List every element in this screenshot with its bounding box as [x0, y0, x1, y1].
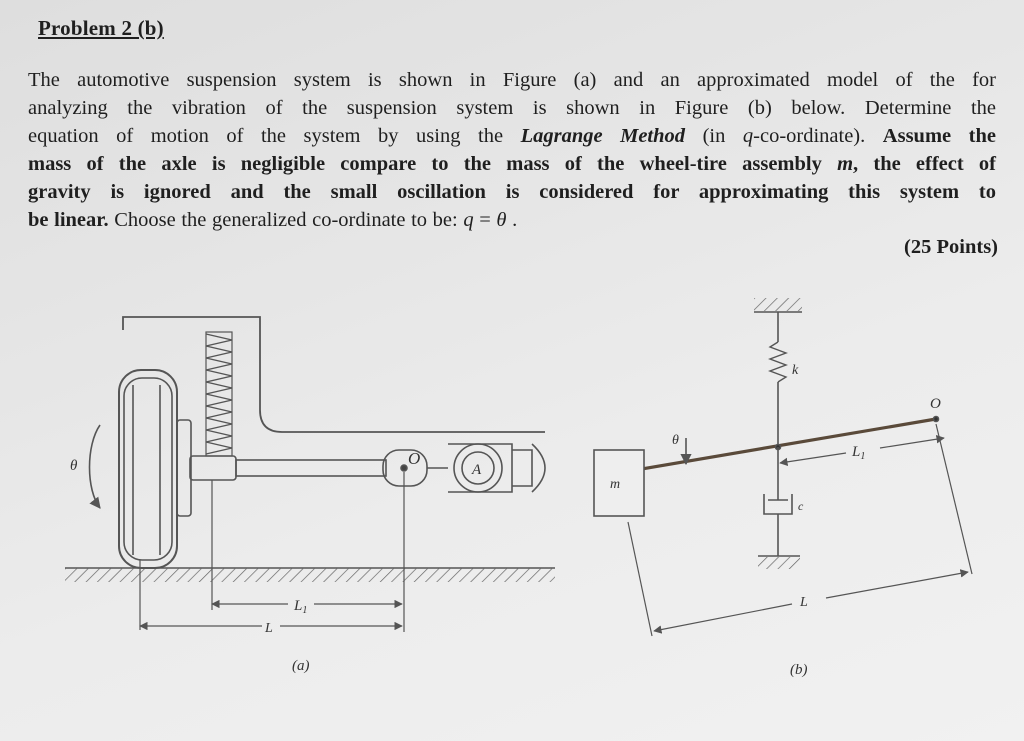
- pivot-o: [934, 417, 939, 422]
- axle: [190, 444, 545, 492]
- pivot-o-label-a: O: [408, 449, 421, 468]
- l-label-a: L: [265, 621, 273, 636]
- text-run: The automotive suspension system is shown in Figure (a) and an approximated model of the for: [28, 69, 996, 91]
- theta-label-b: θ: [672, 433, 679, 448]
- pivot-o-label-b: O: [930, 396, 941, 412]
- equals-sign: =: [473, 209, 497, 231]
- q-symbol: q: [463, 209, 474, 231]
- tire: [119, 370, 191, 568]
- l1-subscript: 1: [860, 451, 866, 462]
- l1-label-a: [293, 598, 307, 616]
- text-run-bold: gravity is ignored and the small oscillation is considered for approximating this system to: [28, 181, 996, 203]
- point-a-label: A: [472, 462, 482, 478]
- damper-c: [758, 447, 800, 569]
- top-support: [754, 298, 802, 312]
- text-run: -co-ordinate).: [753, 125, 883, 147]
- text-run-bold: , the effect of: [853, 153, 996, 175]
- text-run-bold: mass of the axle is negligible compare to the mass of the wheel-tire assembly: [28, 153, 838, 175]
- suspension-spring: [206, 332, 232, 456]
- figure-b-caption: (b): [790, 662, 808, 678]
- car-body-frame: [123, 317, 545, 432]
- text-run: Choose the generalized co-ordinate to be:: [108, 209, 464, 231]
- mass-label: m: [610, 477, 621, 492]
- text-run-bold: be linear.: [28, 209, 109, 231]
- theta-symbol: θ: [496, 209, 507, 231]
- theta-label-a: θ: [70, 458, 78, 474]
- l1-letter: L: [294, 598, 303, 614]
- points-label: (25 Points): [904, 236, 998, 258]
- text-run: (in: [685, 125, 743, 147]
- text-run-bold: Assume the: [882, 125, 996, 147]
- q-symbol: q: [742, 125, 754, 147]
- spring-k-label: k: [792, 363, 799, 378]
- problem-title: Problem 2 (b): [38, 16, 164, 40]
- text-run: equation of motion of the system by using the: [28, 125, 521, 147]
- dimension-lines-a: [140, 472, 404, 632]
- figure-a-caption: (a): [292, 658, 310, 674]
- l1-label-b: [851, 444, 865, 462]
- m-symbol: m: [837, 153, 854, 175]
- theta-arrow-a: [90, 425, 101, 508]
- spring-k: [770, 312, 786, 448]
- figure-b: [594, 298, 972, 636]
- lagrange-method-text: Lagrange Method: [520, 125, 686, 147]
- text-run: analyzing the vibration of the suspension system is shown in Figure (b) below. Determine the: [28, 97, 996, 119]
- l1-letter: L: [852, 444, 861, 460]
- l-label-b: L: [800, 595, 808, 610]
- damper-c-label: c: [798, 499, 804, 513]
- l1-subscript: 1: [302, 605, 308, 616]
- ground-a: [65, 568, 555, 582]
- figure-a: [65, 317, 555, 632]
- period: .: [506, 209, 518, 231]
- figure-b-labels: [610, 363, 941, 678]
